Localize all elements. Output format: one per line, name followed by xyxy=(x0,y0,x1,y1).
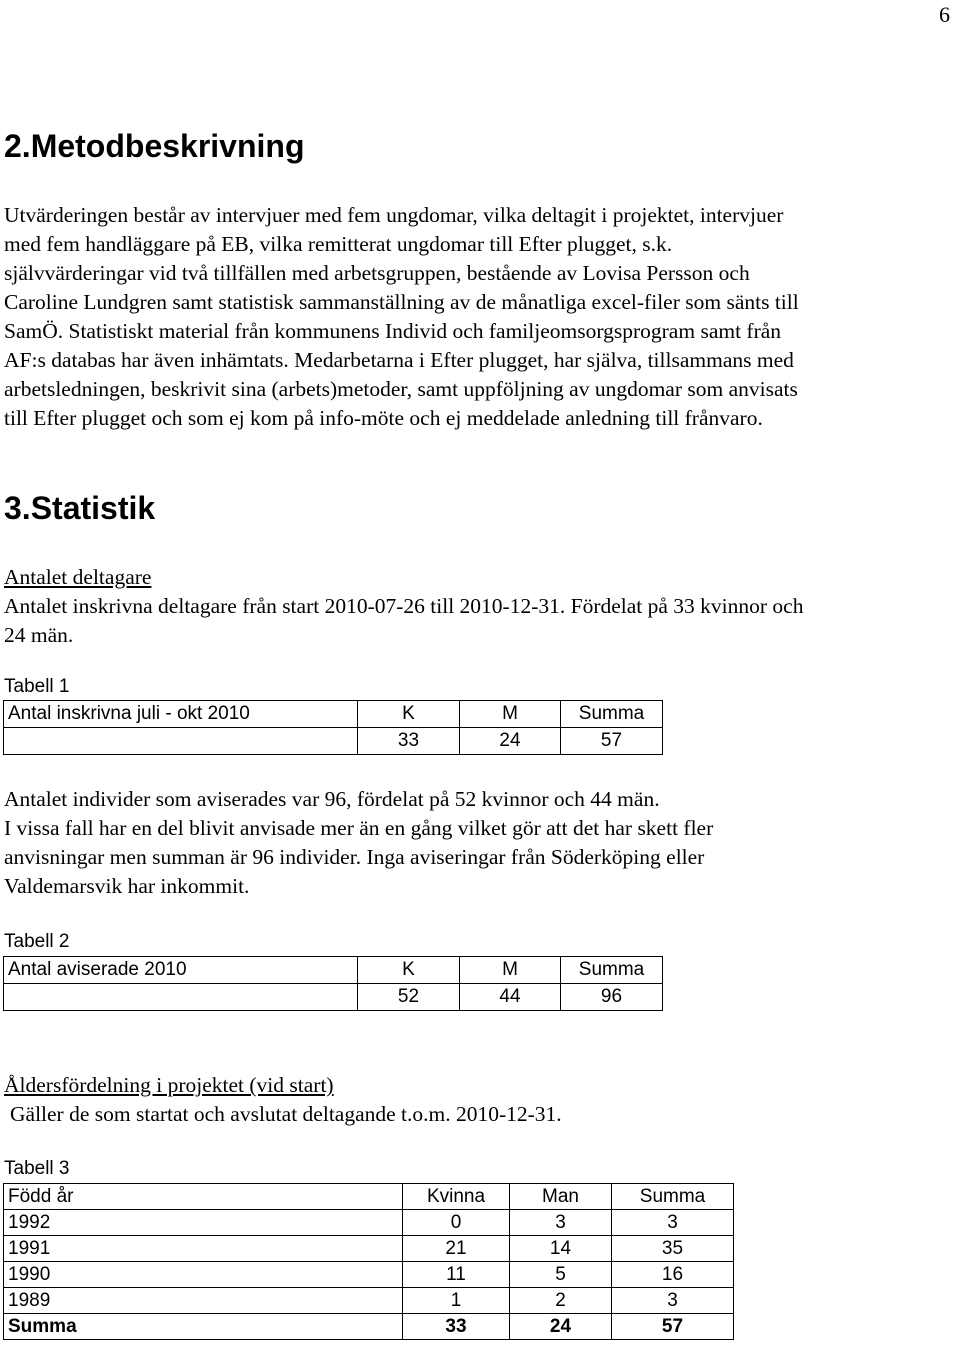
table-cell: Summa xyxy=(561,957,663,984)
table-row xyxy=(4,1262,734,1288)
table-cell: 3 xyxy=(612,1210,734,1236)
table-caption: Tabell 2 xyxy=(4,931,70,952)
table-cell: 5 xyxy=(510,1262,612,1288)
table-cell: 96 xyxy=(561,984,663,1011)
table-row xyxy=(4,728,663,755)
table-3 xyxy=(3,1183,734,1340)
table-cell: Summa xyxy=(4,1314,403,1340)
table-header: Summa xyxy=(612,1184,734,1210)
table-cell: 33 xyxy=(358,728,460,755)
table-row xyxy=(4,1288,734,1314)
paragraph-line: anvisningar men summan är 96 individer. Inga aviseringar från Söderköping eller xyxy=(4,845,705,869)
table-cell: 24 xyxy=(510,1314,612,1340)
paragraph-line: arbetsledningen, beskrivit sina (arbets)metoder, samt uppföljning av ungdomar som anvisats xyxy=(4,377,798,401)
table-cell: 35 xyxy=(612,1236,734,1262)
table-cell: 1989 xyxy=(4,1288,403,1314)
paragraph-line: Valdemarsvik har inkommit. xyxy=(4,874,250,898)
table-header: Kvinna xyxy=(403,1184,510,1210)
table-row xyxy=(4,1210,734,1236)
subheading-antalet-deltagare: Antalet deltagare xyxy=(4,565,152,589)
table-cell-label: Antal inskrivna juli - okt 2010 xyxy=(4,701,358,728)
table-cell: 1990 xyxy=(4,1262,403,1288)
table-caption: Tabell 3 xyxy=(4,1158,70,1179)
table-cell-label: Antal aviserade 2010 xyxy=(4,957,358,984)
table-cell: 52 xyxy=(358,984,460,1011)
paragraph-line: I vissa fall har en del blivit anvisade mer än en gång vilket gör att det har skett fler xyxy=(4,816,714,840)
section-heading-statistik: 3.Statistik xyxy=(4,490,156,526)
section-heading-metodbeskrivning: 2.Metodbeskrivning xyxy=(4,128,305,164)
table-cell: 1992 xyxy=(4,1210,403,1236)
table-2 xyxy=(3,956,663,1011)
table-cell: 57 xyxy=(612,1314,734,1340)
subheading-aldersfordelning: Åldersfördelning i projektet (vid start) xyxy=(4,1073,334,1097)
table-cell: 33 xyxy=(403,1314,510,1340)
paragraph-line: självvärderingar vid två tillfällen med arbetsgruppen, bestående av Lovisa Persson och xyxy=(4,261,750,285)
paragraph-line: Antalet individer som aviserades var 96, fördelat på 52 kvinnor och 44 män. xyxy=(4,787,660,811)
table-cell: 24 xyxy=(460,728,561,755)
table-caption: Tabell 1 xyxy=(4,676,70,697)
page-number: 6 xyxy=(939,2,950,27)
table-cell: Summa xyxy=(561,701,663,728)
paragraph-line: Caroline Lundgren samt statistisk sammanställning av de månatliga excel-filer som sänts till xyxy=(4,290,799,314)
table-cell: 2 xyxy=(510,1288,612,1314)
table-header: Född år xyxy=(4,1184,403,1210)
table-cell: M xyxy=(460,957,561,984)
paragraph-line: Gäller de som startat och avslutat deltagande t.o.m. 2010-12-31. xyxy=(10,1102,562,1126)
table-cell: 1 xyxy=(403,1288,510,1314)
table-cell: 14 xyxy=(510,1236,612,1262)
table-cell: 3 xyxy=(510,1210,612,1236)
paragraph-line: Antalet inskrivna deltagare från start 2010-07-26 till 2010-12-31. Fördelat på 33 kvinnor och xyxy=(4,594,804,618)
table-cell: 44 xyxy=(460,984,561,1011)
table-cell: 16 xyxy=(612,1262,734,1288)
table-cell: 11 xyxy=(403,1262,510,1288)
table-cell: 3 xyxy=(612,1288,734,1314)
table-header: Man xyxy=(510,1184,612,1210)
paragraph-line: med fem handläggare på EB, vilka remitterat ungdomar till Efter plugget, s.k. xyxy=(4,232,673,256)
table-1 xyxy=(3,700,663,755)
table-row xyxy=(4,1184,734,1210)
paragraph-line: AF:s databas har även inhämtats. Medarbetarna i Efter plugget, har själva, tillsammans med xyxy=(4,348,794,372)
table-cell: M xyxy=(460,701,561,728)
table-cell-empty xyxy=(4,728,358,755)
table-row xyxy=(4,957,663,984)
paragraph-line: Utvärderingen består av intervjuer med fem ungdomar, vilka deltagit i projektet, intervjuer xyxy=(4,203,784,227)
table-cell: 1991 xyxy=(4,1236,403,1262)
table-total-row xyxy=(4,1314,734,1340)
paragraph-line: SamÖ. Statistiskt material från kommunens Individ och familjeomsorgsprogram samt från xyxy=(4,319,782,343)
table-cell: 0 xyxy=(403,1210,510,1236)
table-row xyxy=(4,984,663,1011)
paragraph-line: 24 män. xyxy=(4,623,74,647)
table-cell: K xyxy=(358,701,460,728)
table-row xyxy=(4,1236,734,1262)
table-cell: 21 xyxy=(403,1236,510,1262)
table-cell: K xyxy=(358,957,460,984)
paragraph-line: till Efter plugget och som ej kom på info-möte och ej meddelade anledning till frånvaro. xyxy=(4,406,763,430)
table-cell-empty xyxy=(4,984,358,1011)
table-cell: 57 xyxy=(561,728,663,755)
table-row xyxy=(4,701,663,728)
